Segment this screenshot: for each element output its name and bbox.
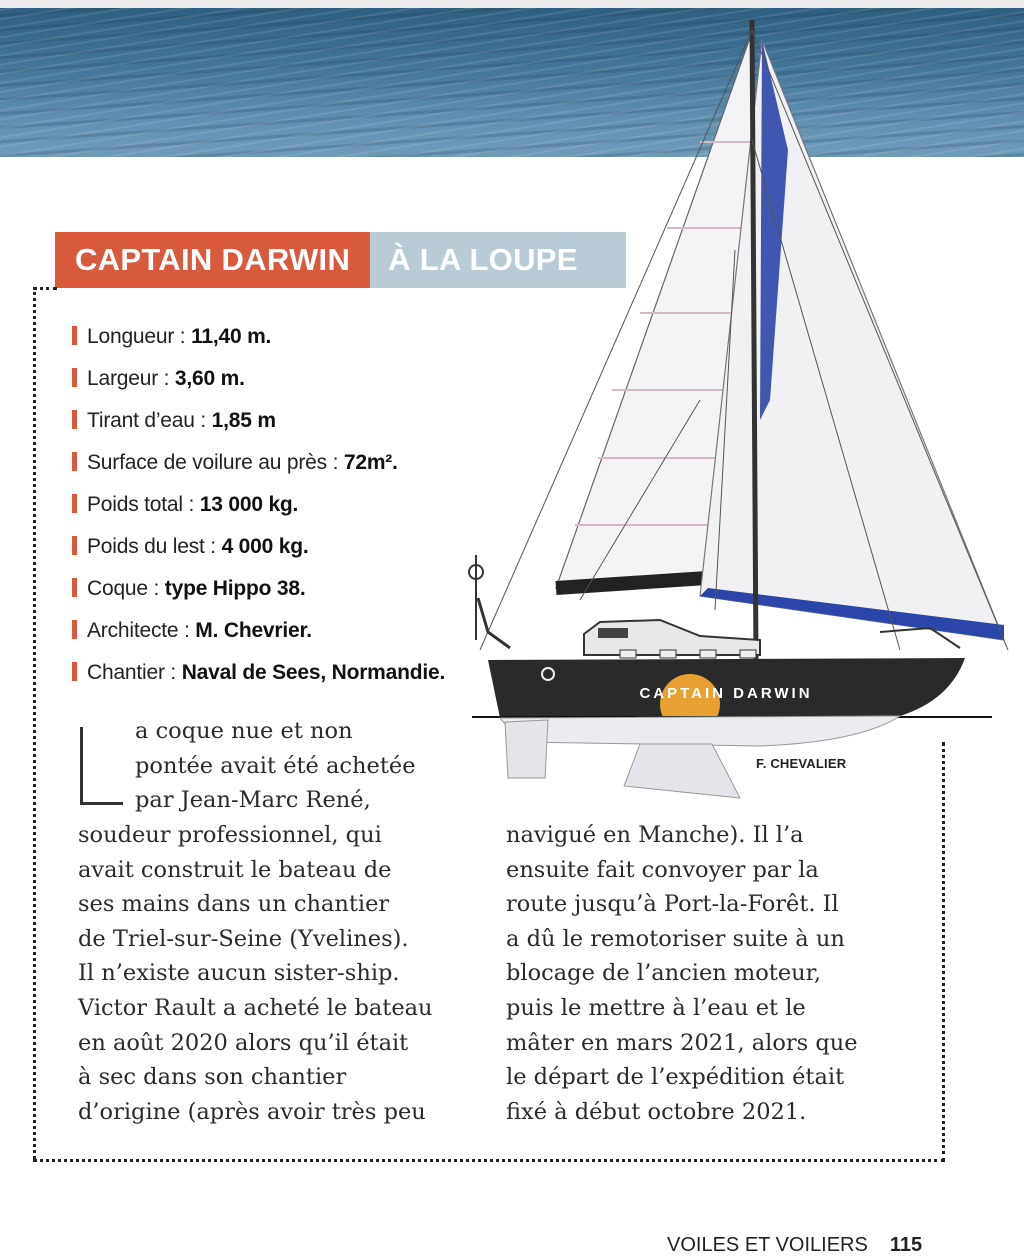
keel bbox=[624, 744, 740, 798]
spec-label: Surface de voilure au près : bbox=[87, 451, 339, 474]
title-sub: À LA LOUPE bbox=[370, 232, 626, 288]
spec-item bbox=[72, 484, 445, 526]
pushpit bbox=[478, 598, 510, 648]
text-line: ensuite fait convoyer par la bbox=[506, 856, 819, 883]
text-line: soudeur professionnel, qui bbox=[78, 822, 382, 848]
bullet-bar-icon bbox=[72, 536, 77, 555]
text-line: Victor Rault a acheté le bateau bbox=[78, 994, 433, 1021]
spec-item bbox=[72, 610, 445, 652]
article-column-1 bbox=[78, 818, 498, 1129]
text-line: pontée avait été achetée bbox=[135, 752, 416, 779]
spec-item bbox=[72, 316, 445, 358]
bullet-bar-icon bbox=[72, 494, 77, 513]
text-line: Il n’existe aucun sister-ship. bbox=[78, 960, 400, 987]
magazine-name: VOILES ET VOILIERS bbox=[667, 1234, 868, 1256]
spec-item bbox=[72, 526, 445, 568]
spec-label: Tirant d’eau : bbox=[87, 409, 206, 432]
text-line: a coque nue et non bbox=[135, 718, 353, 744]
bullet-bar-icon bbox=[72, 368, 77, 387]
bullet-bar-icon bbox=[72, 578, 77, 597]
spec-label: Poids total : bbox=[87, 493, 195, 516]
text-line: de Triel-sur-Seine (Yvelines). bbox=[78, 925, 409, 952]
text-line: d’origine (après avoir très peu bbox=[78, 1098, 426, 1125]
text-line: blocage de l’ancien moteur, bbox=[506, 960, 822, 987]
bullet-bar-icon bbox=[72, 326, 77, 345]
spec-label: Chantier : bbox=[87, 661, 177, 684]
page-number: 115 bbox=[889, 1234, 923, 1256]
text-line: par Jean-Marc René, bbox=[135, 787, 371, 814]
article-column-2 bbox=[506, 818, 926, 1129]
spec-item bbox=[72, 652, 445, 694]
spec-label: Coque : bbox=[87, 577, 160, 600]
spec-value: 13 000 kg. bbox=[199, 493, 299, 516]
frame-border-left bbox=[33, 287, 36, 1159]
cabin-window bbox=[598, 628, 628, 638]
bullet-bar-icon bbox=[72, 620, 77, 639]
spec-value: type Hippo 38. bbox=[164, 577, 306, 600]
text-line: mâter en mars 2021, alors que bbox=[506, 1029, 858, 1056]
frame-border-top bbox=[33, 287, 57, 290]
spec-list bbox=[72, 316, 445, 694]
spec-item bbox=[72, 400, 445, 442]
page-footer bbox=[667, 1234, 922, 1257]
spec-label: Largeur : bbox=[87, 367, 170, 390]
text-line: navigué en Manche). Il l’a bbox=[506, 822, 804, 848]
bullet-bar-icon bbox=[72, 452, 77, 471]
spec-item bbox=[72, 442, 445, 484]
spec-label: Poids du lest : bbox=[87, 535, 216, 558]
spec-value: Naval de Sees, Normandie. bbox=[181, 661, 446, 684]
frame-border-bottom bbox=[33, 1159, 945, 1162]
text-line: le départ de l’expédition était bbox=[506, 1064, 845, 1091]
illustration-credit: F. CHEVALIER bbox=[756, 756, 847, 771]
title-main: CAPTAIN DARWIN bbox=[55, 232, 370, 288]
dropcap-L bbox=[80, 727, 123, 805]
spec-value: 1,85 m bbox=[211, 409, 276, 432]
spec-value: 4 000 kg. bbox=[221, 535, 309, 558]
article-column-1-intro bbox=[135, 714, 495, 818]
text-line: route jusqu’à Port-la-Forêt. Il bbox=[506, 891, 839, 918]
text-line: à sec dans son chantier bbox=[78, 1064, 347, 1091]
bullet-bar-icon bbox=[72, 410, 77, 429]
text-line: avait construit le bateau de bbox=[78, 856, 392, 883]
spec-value: 72m². bbox=[343, 451, 398, 474]
spec-item bbox=[72, 358, 445, 400]
underbody bbox=[500, 716, 900, 746]
spec-value: M. Chevrier. bbox=[195, 619, 312, 642]
text-line: fixé à début octobre 2021. bbox=[506, 1098, 807, 1125]
spec-item bbox=[72, 568, 445, 610]
rudder bbox=[505, 720, 548, 778]
hull-name: CAPTAIN DARWIN bbox=[639, 685, 813, 702]
sailboat-illustration bbox=[440, 0, 1024, 810]
text-line: a dû le remotoriser suite à un bbox=[506, 925, 845, 952]
text-line: puis le mettre à l’eau et le bbox=[506, 994, 806, 1021]
spec-value: 3,60 m. bbox=[174, 367, 245, 390]
text-line: ses mains dans un chantier bbox=[78, 891, 390, 918]
bullet-bar-icon bbox=[72, 662, 77, 681]
spec-label: Longueur : bbox=[87, 325, 186, 348]
text-line: en août 2020 alors qu’il était bbox=[78, 1029, 409, 1056]
spec-label: Architecte : bbox=[87, 619, 190, 642]
spec-value: 11,40 m. bbox=[191, 325, 272, 348]
